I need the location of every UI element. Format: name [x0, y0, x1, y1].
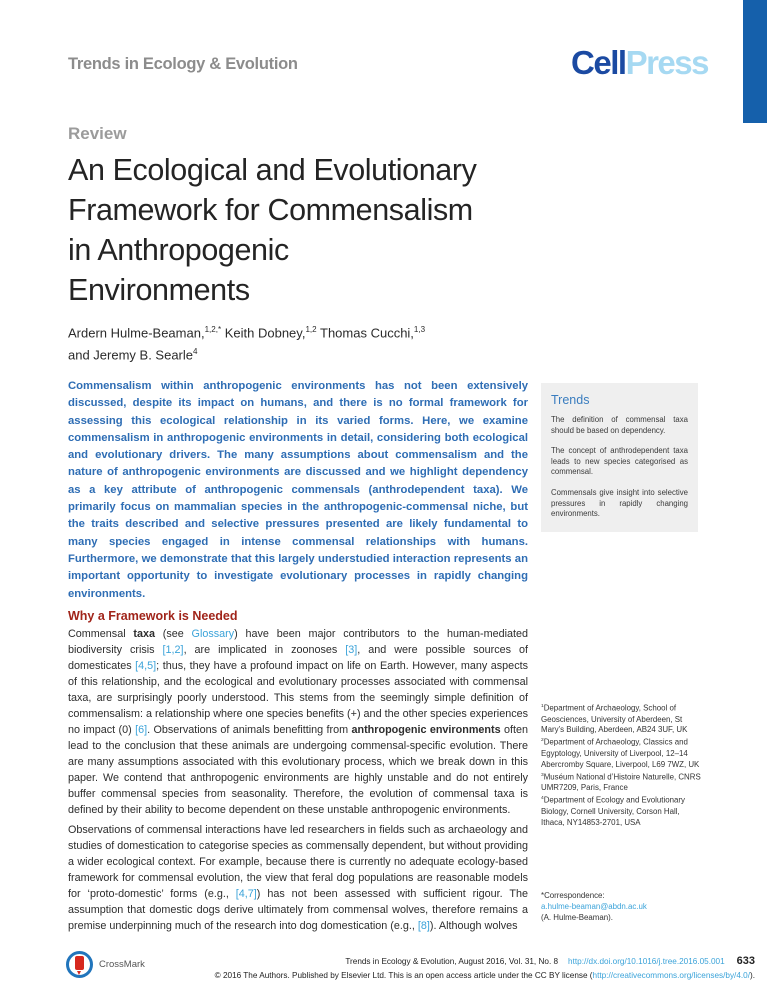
body-paragraph-2: Observations of commensal interactions have led researchers in fields such as archaeology and studies of domestication to categorise species as commensally dependent, but without providing a wider ecological context. For example, because there is currently no adequate ecology-based framework for commensal evolution, the view that feral dog populations are reasonable models for ‘proto-domestic’ forms (e.g., [4,7]) has not been assessed with sufficient rigour. The assumption that domestic dogs derive ultimately from commensal wolves, therefore remains a premise underpinning much of the research into dog domestication (e.g., [8]). Although wolves	[68, 824, 529, 932]
cellpress-logo-cell: Cell	[571, 44, 626, 81]
footer-citation-line: Trends in Ecology & Evolution, August 2016, Vol. 31, No. 8 http://dx.doi.org/10.1016/j.tree.2016.05.001 633	[345, 955, 755, 967]
body-paragraph-1: Commensal taxa (see Glossary) have been major contributors to the human-mediated biodiversity crisis [1,2], are implicated in zoonoses [3], and were possible sources of domesticates [4,5]; thus, they have a profound impact on life on Earth. However, many aspects of this relationship, and the ecological and evolutionary processes associated with commensal taxa, are surprisingly poorly understood. This stems from the seemingly simple definition of commensalism: a relationship where one species benefits (+) and the other species experiences no impact (0) [6]. Observations of animals benefitting from anthropogenic environments often lead to the conclusion that these animals are undergoing commensal-specific evolution. There are many assumptions associated with this evolutionary process, which we break down in this paper. We contend that anthropogenic environments are highly unstable and do not entirely buffer commensal species from seasonality. Therefore, the evolution of commensal taxa is defined by their ability to become dependent on these unstable anthropogenic environments.	[68, 628, 529, 816]
trends-heading: Trends	[551, 393, 590, 407]
journal-name: Trends in Ecology & Evolution	[68, 55, 298, 73]
abstract-text: Commensalism within anthropogenic environments has not been extensively discussed, despite its impact on humans, and there is no formal framework for assessing this ecological relationship in its varied forms. Here, we examine commensalism in anthropogenic environments in detail, considering both ecological and evolutionary drivers. The many assumptions about commensalism and the nature of anthropogenic environments are discussed and we highlight dependency as a key attribute of anthropogenic commensals (anthrodependent taxa). We primarily focus on mammalian species in the anthropogenic-commensal niche, but the traits described and selective pressures presented are likely fundamental to many species engaged in intense commensal relationships with humans. Furthermore, we demonstrate that this largely understudied interaction represents an important opportunity to investigate evolutionary processes in rapidly changing environments.	[68, 380, 528, 600]
trends-item: The definition of commensal taxa should be based on dependency.	[551, 415, 688, 435]
affiliations-block: $^1$Department of Archaeology, School of Geosciences, University of Aberdeen, St Mary’s Building, Aberdeen, AB24 3UF, UK $^2$Department of Archaeology, Classics and Egyptology, University of Liverpool, 12–14 Abercromby Square, Liverpool, L69 7WZ, UK $^3$Muséum National d’Histoire Naturelle, CNRS UMR7209, Paris, France $^4$Department of Ecology and Evolutionary Biology, Cornell University, Corson Hall, Ithaca, NY14853-2701, USA	[541, 703, 701, 827]
article-title	[68, 150, 558, 310]
article-type-label: Review	[68, 124, 127, 143]
trends-highlights-box	[541, 383, 698, 532]
correspondence-block: *Correspondence: a.hulme-beaman@abdn.ac.uk (A. Hulme-Beaman).	[541, 891, 647, 922]
footer-license-line: © 2016 The Authors. Published by Elsevier Ltd. This is an open access article under the CC BY license (http://creativecommons.org/licenses/by/4.0/).	[214, 970, 755, 980]
crossmark-badge[interactable]	[66, 951, 145, 978]
crossmark-label: CrossMark	[99, 959, 145, 970]
cellpress-logo[interactable]	[571, 44, 708, 82]
author-list: Ardern Hulme-Beaman,$^{1,2,*}$ Keith Dobney,$^{1,2}$ Thomas Cucchi,$^{1,3}$ and Jeremy B. Searle$^4$	[68, 325, 426, 363]
article-title-line: Framework for Commensalism	[68, 193, 473, 227]
article-title-line: An Ecological and Evolutionary	[68, 153, 477, 187]
footer-citation	[215, 955, 755, 982]
cellpress-logo-press: Press	[625, 44, 708, 81]
section-heading: Why a Framework is Needed	[68, 609, 238, 623]
article-title-line: in Anthropogenic	[68, 233, 289, 267]
article-title-line: Environments	[68, 273, 250, 307]
trends-item: Commensals give insight into selective pressures in rapidly changing environments.	[551, 487, 688, 519]
trends-item: The concept of anthrodependent taxa leads to new species categorised as commensal.	[551, 446, 688, 477]
crossmark-icon	[66, 951, 93, 978]
brand-color-bar	[743, 0, 767, 123]
